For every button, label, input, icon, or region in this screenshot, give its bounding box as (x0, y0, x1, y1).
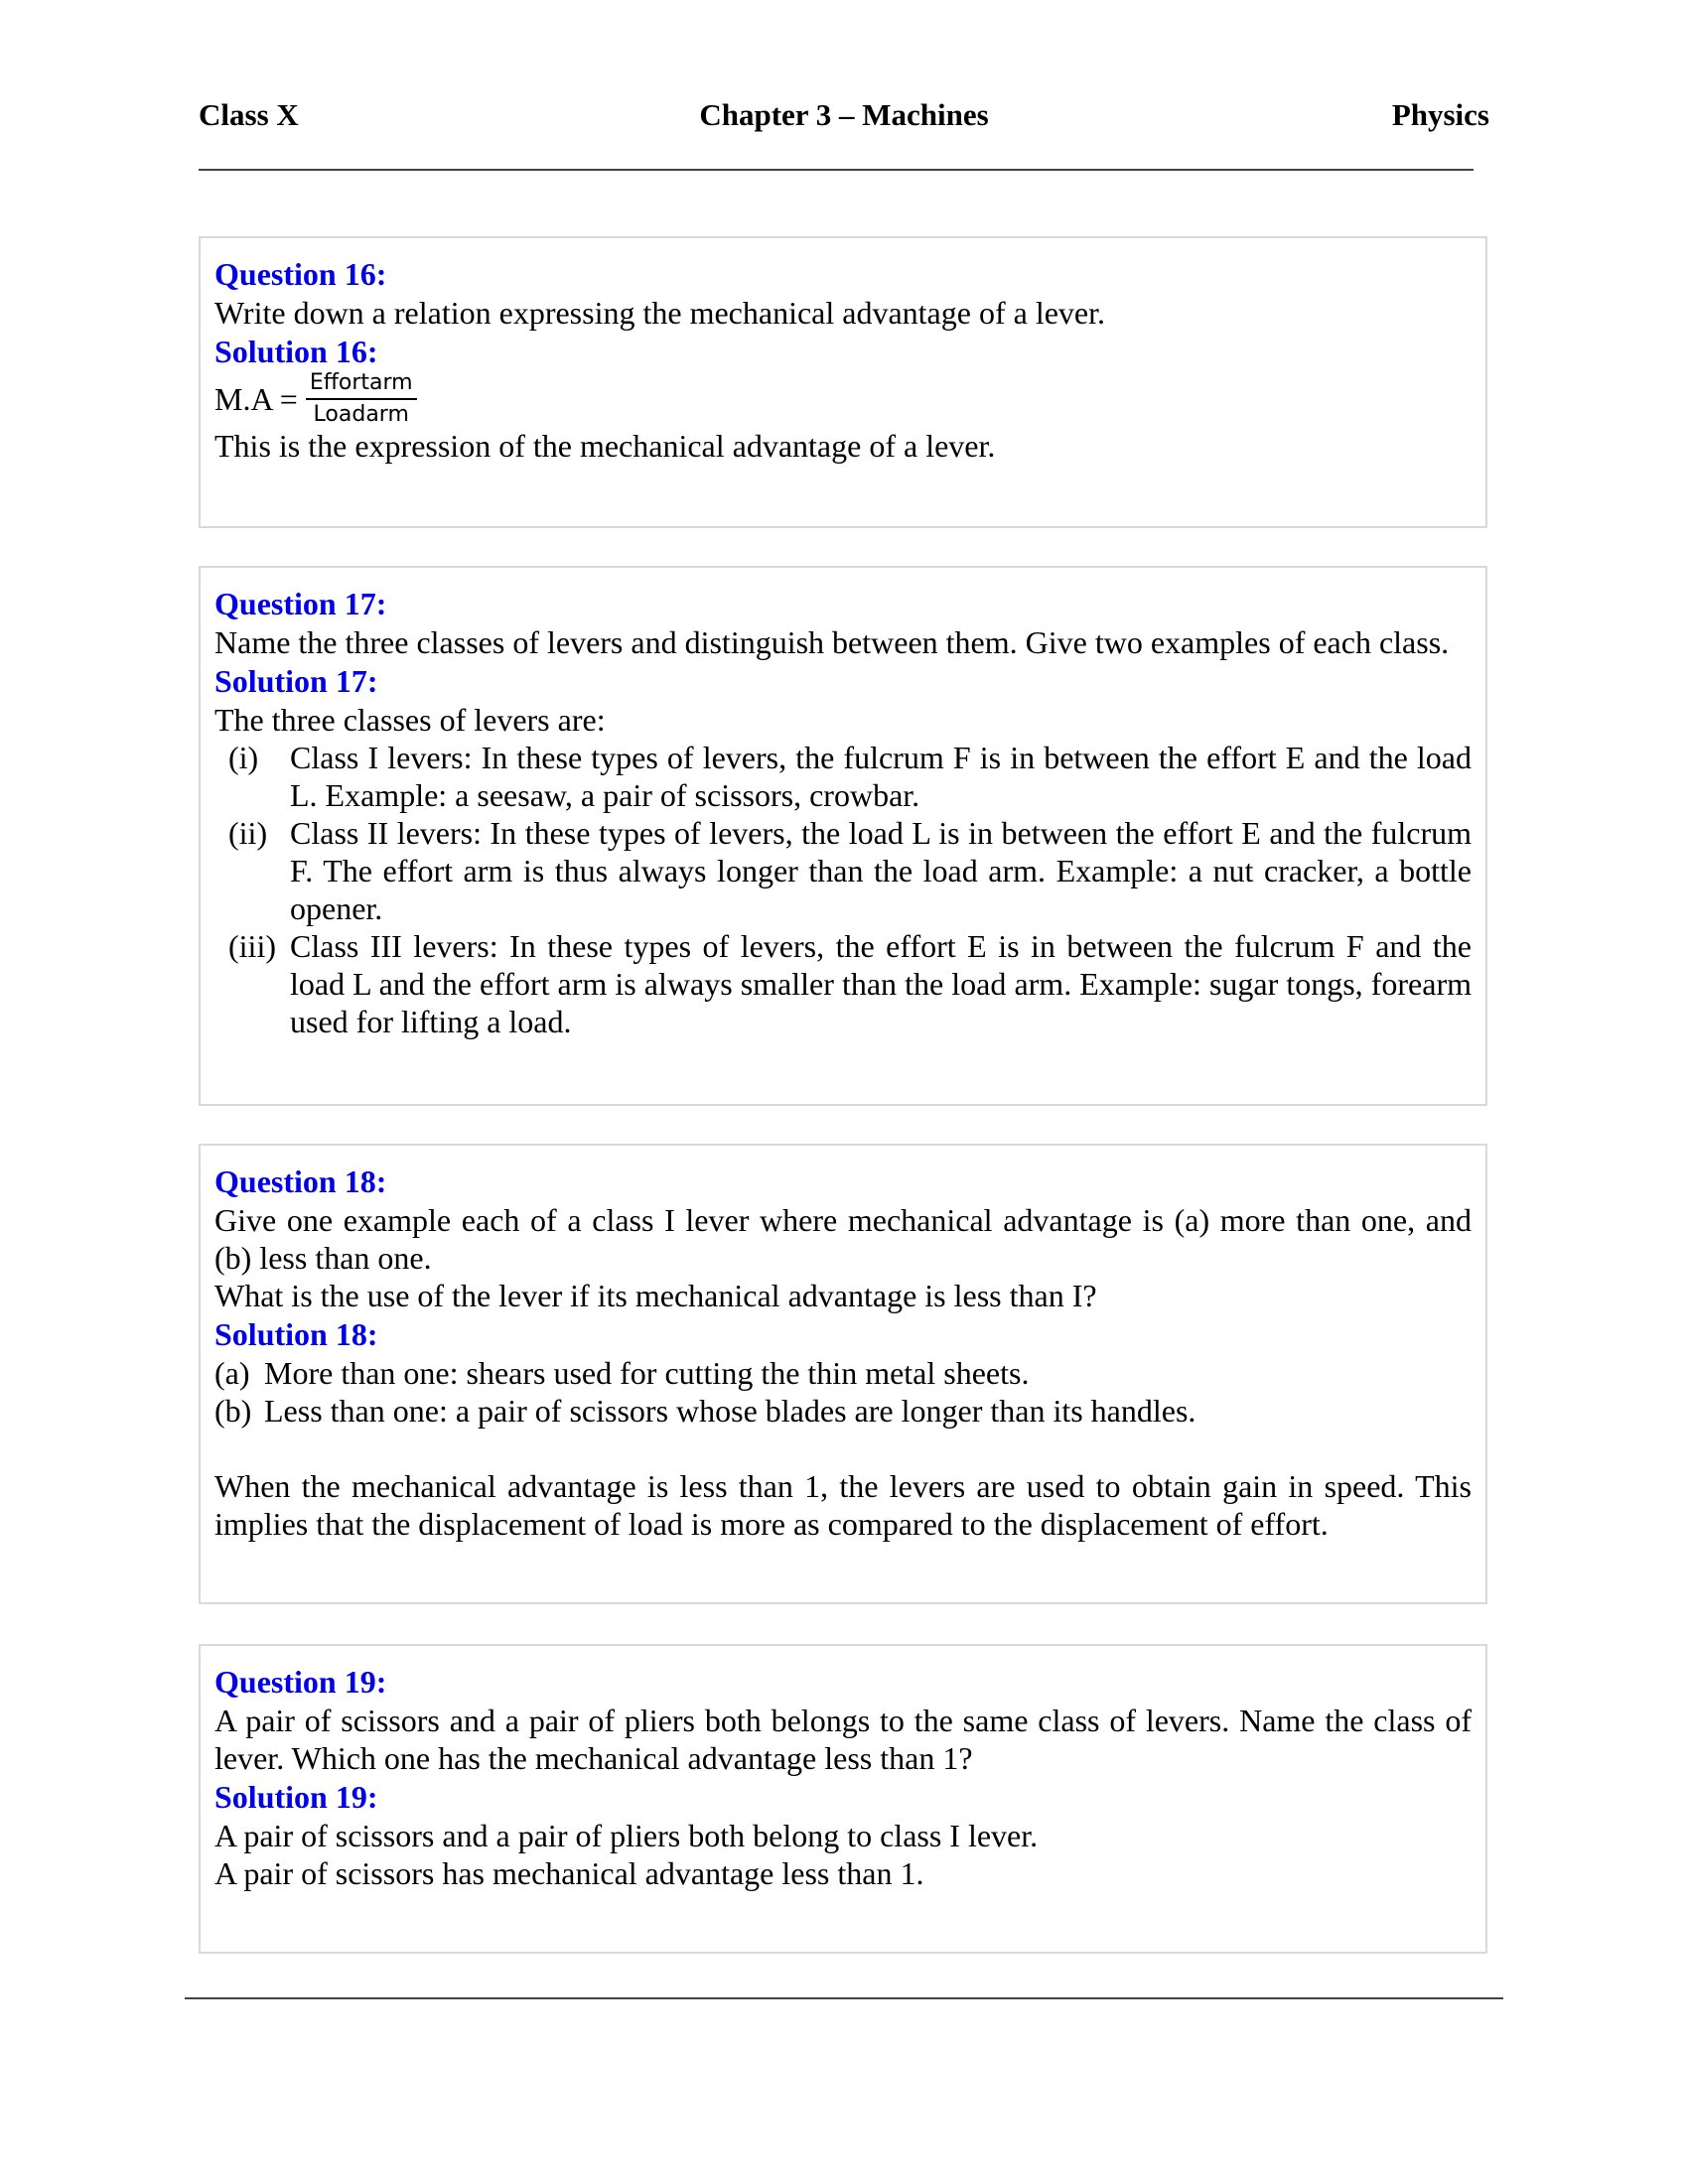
solution-title: Solution 19: (214, 1779, 378, 1815)
question-title: Question 18: (214, 1163, 387, 1199)
question-18-box (199, 1144, 1487, 1604)
footer-divider (185, 1997, 1503, 1999)
list-marker: (iii) (228, 928, 276, 964)
solution-text-2: A pair of scissors has mechanical advantage less than 1. (214, 1855, 924, 1891)
formula-lhs: M.A = (214, 381, 298, 417)
list-text: Less than one: a pair of scissors whose blades are longer than its handles. (264, 1393, 1196, 1429)
question-text: A pair of scissors and a pair of pliers both belongs to the same class of levers. Name the class of lever. Which one has the mechanical advantage less than 1? (214, 1703, 1472, 1776)
formula-denominator: Loadarm (313, 402, 409, 427)
header-subject: Physics (1391, 97, 1489, 132)
question-text: Name the three classes of levers and distinguish between them. Give two examples of each class. (214, 624, 1450, 660)
question-title: Question 16: (214, 256, 387, 292)
list-marker: (i) (228, 740, 259, 775)
list-text: Class II levers: In these types of levers, the load L is in between the effort E and the fulcrum F. The effort arm is thus always longer than the load arm. Example: a nut cracker, a bottle opener. (290, 815, 1472, 926)
list-marker: (a) (214, 1355, 250, 1391)
question-text-2: What is the use of the lever if its mechanical advantage is less than I? (214, 1278, 1097, 1313)
formula (214, 371, 1472, 427)
header-divider (199, 169, 1474, 171)
solution-title: Solution 17: (214, 663, 378, 699)
list-item (214, 1354, 1472, 1392)
list-item (214, 814, 1472, 927)
question-19-box (199, 1644, 1487, 1954)
list-text: Class I levers: In these types of levers, the fulcrum F is in between the effort E and the load L. Example: a seesaw, a pair of scissors, crowbar. (290, 740, 1472, 813)
list-marker: (ii) (228, 815, 268, 851)
question-16-box (199, 236, 1487, 528)
solution-title: Solution 18: (214, 1316, 378, 1352)
list-marker: (b) (214, 1393, 252, 1429)
question-title: Question 17: (214, 586, 387, 621)
question-text: Give one example each of a class I lever where mechanical advantage is (a) more than one, and (b) less than one. (214, 1202, 1472, 1276)
page-header (199, 97, 1489, 141)
list-text: More than one: shears used for cutting the thin metal sheets. (264, 1355, 1030, 1391)
formula-numerator: Effortarm (306, 370, 417, 400)
list-item (214, 1392, 1472, 1430)
list-item (214, 739, 1472, 814)
header-chapter: Chapter 3 – Machines (699, 97, 989, 132)
list-text: Class III levers: In these types of levers, the effort E is in between the fulcrum F and the load L and the effort arm is always smaller than the load arm. Example: sugar tongs, forearm used for lifting a load. (290, 928, 1472, 1039)
list-item (214, 927, 1472, 1040)
solution-text: When the mechanical advantage is less than 1, the levers are used to obtain gain in speed. This implies that the displacement of load is more as compared to the displacement of effort. (214, 1468, 1472, 1542)
question-17-box (199, 566, 1487, 1106)
solution-text: This is the expression of the mechanical advantage of a lever. (214, 428, 996, 464)
formula-fraction (306, 370, 417, 428)
question-title: Question 19: (214, 1664, 387, 1700)
solution-text: A pair of scissors and a pair of pliers both belong to class I lever. (214, 1818, 1039, 1853)
solution-intro: The three classes of levers are: (214, 702, 606, 738)
solution-title: Solution 16: (214, 334, 378, 369)
header-class: Class X (199, 97, 299, 132)
spacer (214, 1430, 1472, 1467)
question-text: Write down a relation expressing the mechanical advantage of a lever. (214, 295, 1105, 331)
